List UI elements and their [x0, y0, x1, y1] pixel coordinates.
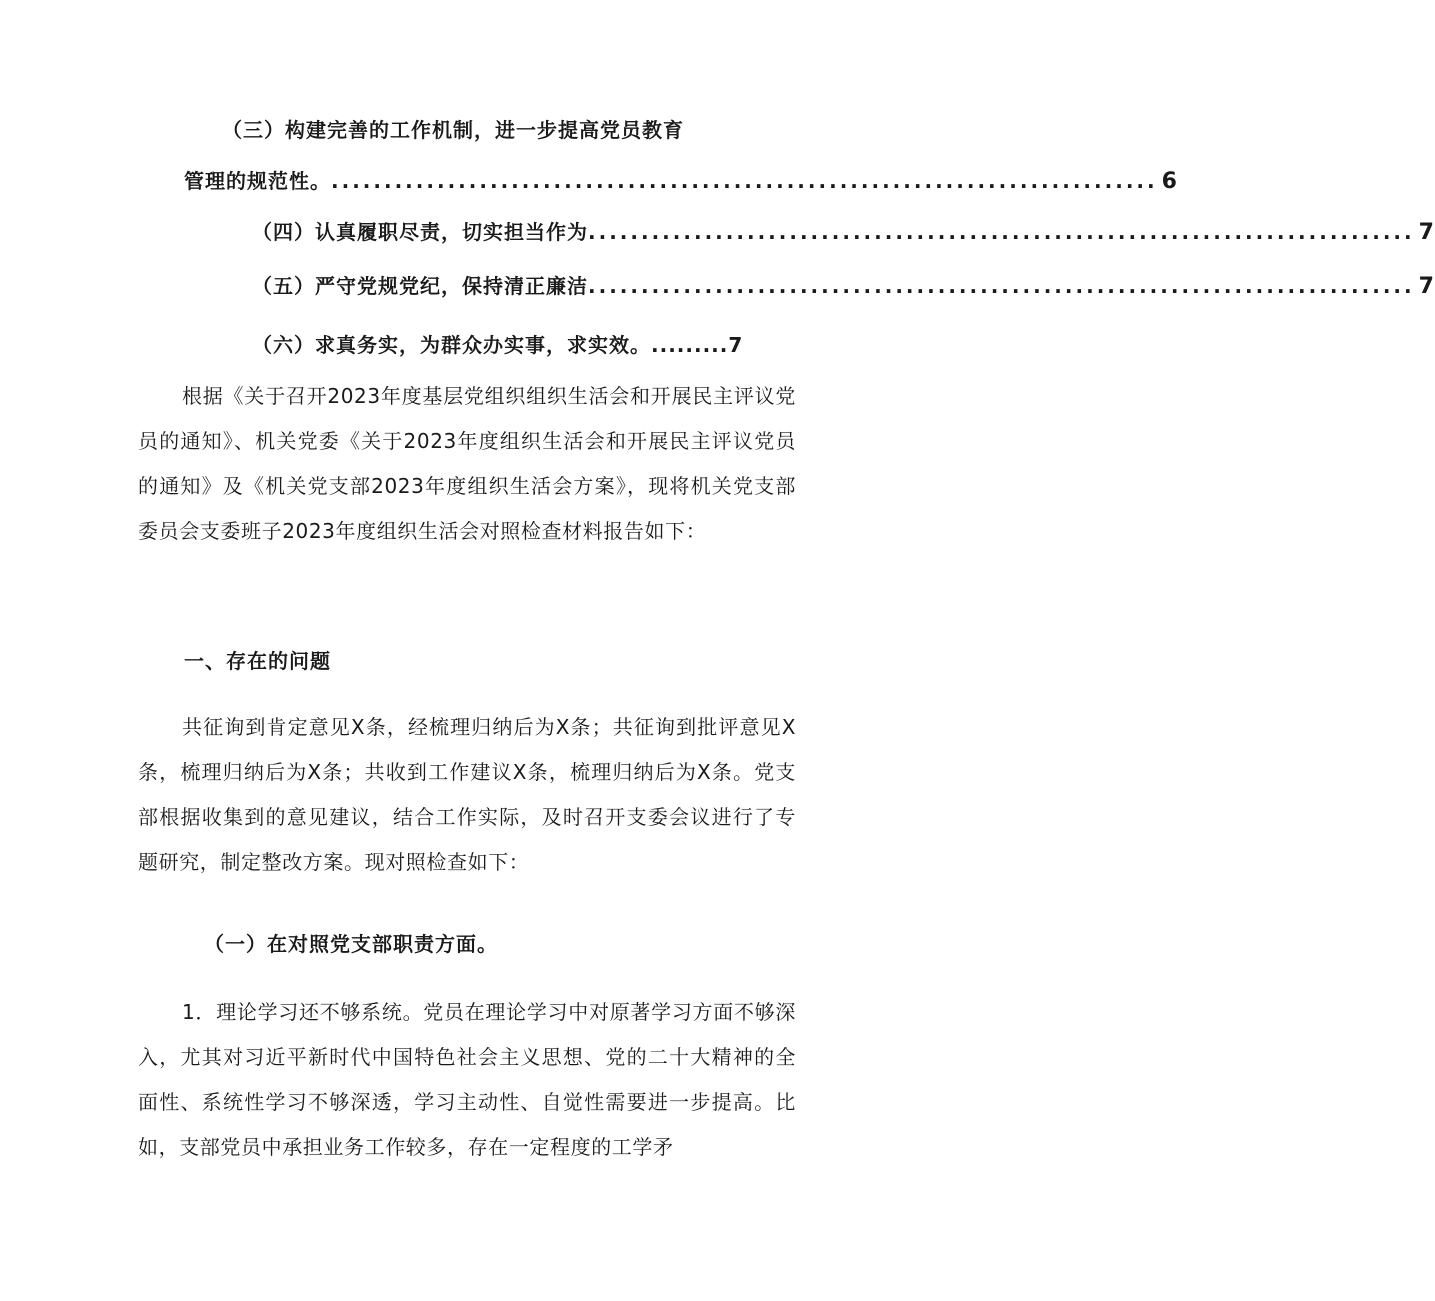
item-1-paragraph: 1．理论学习还不够系统。党员在理论学习中对原著学习方面不够深入，尤其对习近平新时代中国特色社会主义思想、党的二十大精神的全面性、系统性学习不够深透，学习主动性、自觉性需要进一步提高。比如，支部党员中承担业务工作较多，存在一定程度的工学矛	[138, 1000, 796, 1159]
toc-dot-leader: ..............................................................................	[331, 169, 1158, 193]
section-1-title: 一、存在的问题	[184, 649, 331, 673]
toc-item-5[interactable]	[252, 272, 1435, 301]
toc-page-number: 6	[1161, 169, 1178, 194]
toc-item-4-text: （四）认真履职尽责，切实担当作为	[252, 220, 588, 244]
toc-item-5-text: （五）严守党规党纪，保持清正廉洁	[252, 274, 588, 298]
toc-item-3-line2[interactable]	[184, 167, 1178, 196]
toc-dot-leader: ..............................................................................	[588, 220, 1415, 244]
toc-item-6[interactable]: （六）求真务实，为群众办实事，求实效。.........7	[252, 333, 744, 357]
toc-item-4[interactable]	[252, 218, 1435, 247]
toc-item-3-line1: （三）构建完善的工作机制，进一步提高党员教育	[222, 118, 684, 142]
intro-paragraph: 根据《关于召开2023年度基层党组织组织生活会和开展民主评议党员的通知》、机关党委《关于2023年度组织生活会和开展民主评议党员的通知》及《机关党支部2023年度组织生活会方案》，现将机关党支部委员会支委班子2023年度组织生活会对照检查材料报告如下：	[138, 384, 796, 543]
subsection-1-title: （一）在对照党支部职责方面。	[204, 932, 498, 956]
toc-page-number: 7	[1418, 274, 1435, 299]
section-1-paragraph: 共征询到肯定意见X条，经梳理归纳后为X条；共征询到批评意见X条，梳理归纳后为X条；共收到工作建议X条，梳理归纳后为X条。党支部根据收集到的意见建议，结合工作实际，及时召开支委会议进行了专题研究，制定整改方案。现对照检查如下：	[138, 715, 796, 874]
toc-page-number: 7	[1418, 220, 1435, 245]
toc-dot-leader: ..............................................................................	[588, 274, 1415, 298]
toc-item-3-text: 管理的规范性。	[184, 169, 331, 193]
